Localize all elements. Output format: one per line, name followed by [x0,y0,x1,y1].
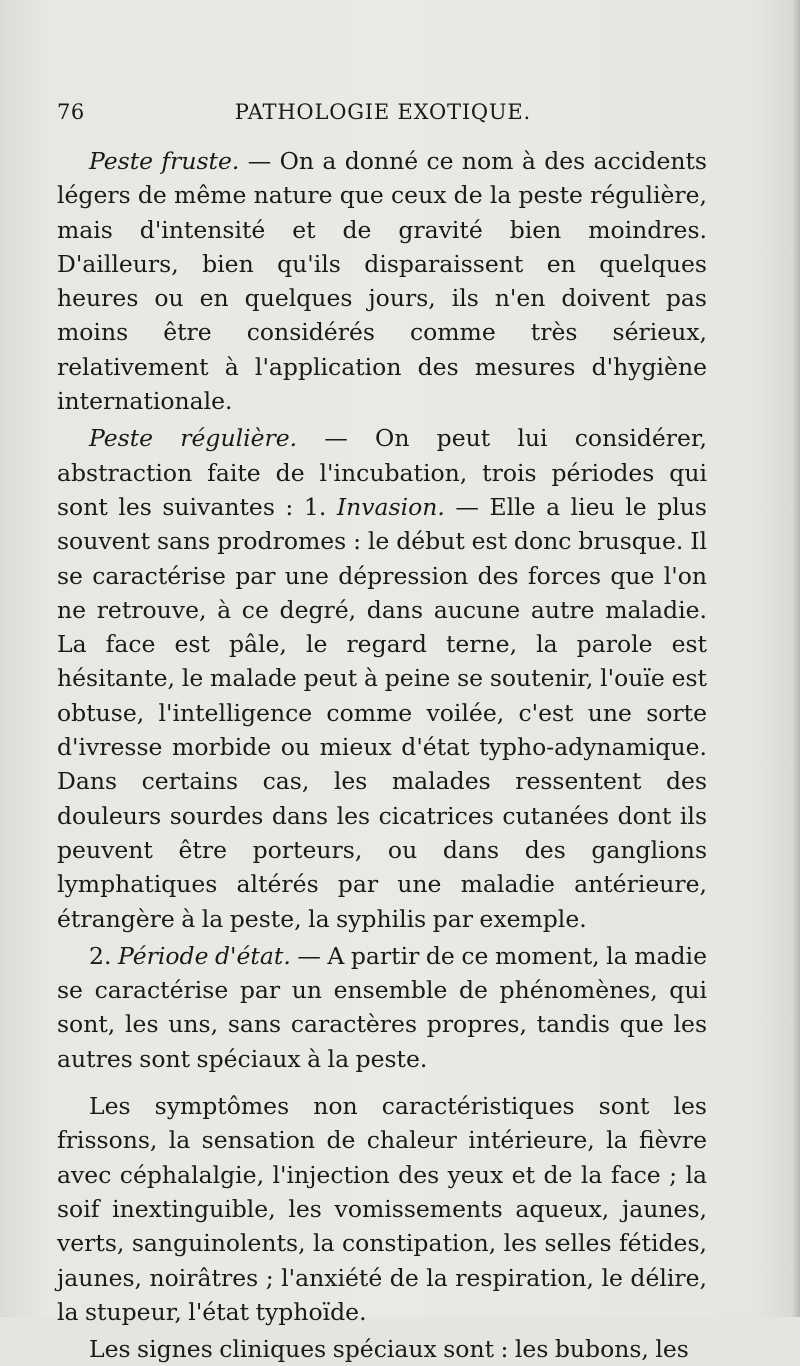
paragraph-number: 2. [89,941,118,970]
paragraph-lead: Peste fruste. [89,147,240,175]
paragraph-text: Les symptômes non caractéristiques sont les frissons, la sensation de chaleur intérieure, la fièvre avec céphalalgie, l'injection des yeux et de la face ; la soif inextinguible, les vomissements aqueux, jaunes, verts, sanguinolents, la constipation, les selles fétides, jaunes, noirâtres ; l'anxiété de la respiration, le délire, la stupeur, l'état typhoïde. [57,1092,707,1326]
page-number: 76 [57,100,85,124]
running-header [57,100,705,124]
paragraph-text: — On peut lui considérer, abstraction faite de l'incubation, trois périodes qui sont les suivantes : 1. [57,424,707,521]
paragraph-text: Les signes cliniques spéciaux sont : les bubons, les [89,1335,689,1364]
paragraph-signes [57,1332,707,1366]
paragraph-lead: Période d'état. [117,941,291,970]
paragraph-peste-fruste [57,144,707,418]
body-text [57,144,707,1366]
paragraph-peste-reguliere [57,421,707,935]
paragraph-sublead: Invasion. [336,492,445,521]
paragraph-periode-etat [57,939,707,1076]
paragraph-symptomes [57,1089,707,1329]
page-edge-shadow [792,0,800,1317]
paragraph-lead: Peste régulière. [89,424,298,453]
paragraph-text: — On a donné ce nom à des accidents légers de même nature que ceux de la peste régulière, mais d'intensité et de gravité bien moindres. D'ailleurs, bien qu'ils disparaissent en quelques heures ou en quelques jours, ils n'en doivent pas moins être considérés comme très sérieux, relativement à l'application des mesures d'hygiène internationale. [57,147,707,416]
running-title: PATHOLOGIE EXOTIQUE. [234,100,532,124]
paragraph-text: — A partir de ce moment, la madie se caractérise par un ensemble de phénomènes, qui sont, les uns, sans caractères propres, tandis que les autres sont spéciaux à la peste. [57,941,707,1073]
paragraph-text: — Elle a lieu le plus souvent sans prodromes : le début est donc brusque. Il se caractérise par une dépression des forces que l'on ne retrouve, à ce degré, dans aucune autre maladie. La face est pâle, le regard terne, la parole est hésitante, le malade peut à peine se soutenir, l'ouïe est obtuse, l'intelligence comme voilée, c'est une sorte d'ivresse morbide ou mieux d'état typho-adynamique. Dans certains cas, les malades ressentent des douleurs sourdes dans les cicatrices cutanées dont ils peuvent être porteurs, ou dans des ganglions lymphatiques altérés par une maladie antérieure, étrangère à la peste, la syphilis par exemple. [57,492,707,933]
